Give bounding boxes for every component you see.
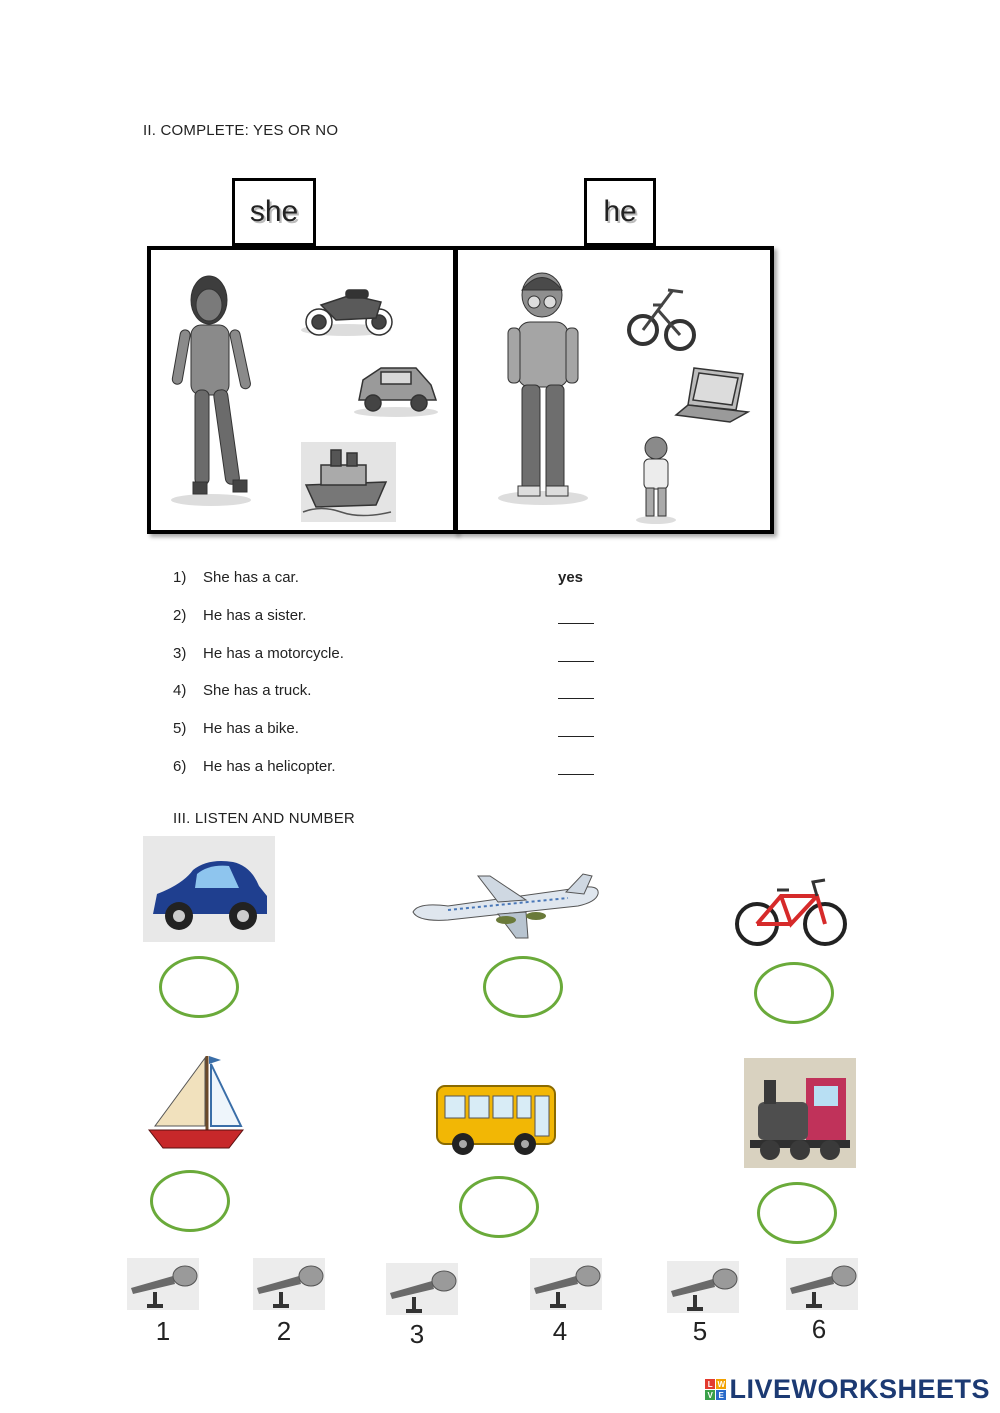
answer-blank-3[interactable]: [558, 661, 594, 662]
bicycle-picture: [733, 874, 849, 950]
bicycle-image: [629, 290, 694, 349]
question-number: 5): [173, 720, 187, 737]
audio-number-4: 4: [552, 1316, 568, 1346]
car-image: [354, 368, 438, 417]
answer-blank-6[interactable]: [558, 774, 594, 775]
audio-number-2: 2: [276, 1316, 292, 1346]
audio-number-5: 5: [692, 1316, 708, 1346]
microphone-icon[interactable]: [386, 1263, 458, 1315]
question-5: [173, 720, 299, 737]
microphone-icon[interactable]: [530, 1258, 602, 1310]
question-number: 2): [173, 607, 187, 624]
question-3: [173, 645, 344, 662]
little-boy-figure: [636, 437, 676, 524]
answer-oval-train[interactable]: [757, 1182, 837, 1244]
answer-oval-bicycle[interactable]: [754, 962, 834, 1024]
audio-number-3: 3: [409, 1319, 425, 1349]
logo-text: LIVEWORKSHEETS: [729, 1374, 990, 1404]
answer-oval-bus[interactable]: [459, 1176, 539, 1238]
section3-title: III. LISTEN AND NUMBER: [173, 810, 355, 827]
question-number: 1): [173, 569, 187, 586]
answer-oval-airplane[interactable]: [483, 956, 563, 1018]
question-number: 4): [173, 682, 187, 699]
label-she: she: [232, 178, 316, 246]
microphone-icon[interactable]: [253, 1258, 325, 1310]
he-illustration: [458, 250, 770, 530]
question-text: She has a truck.: [203, 682, 312, 699]
badge-letter: W: [717, 1379, 726, 1389]
question-2: [173, 607, 306, 624]
badge-letter: E: [716, 1390, 726, 1400]
she-picture-panel: [147, 246, 457, 534]
question-number: 3): [173, 645, 187, 662]
boy-figure: [498, 273, 588, 505]
train-picture: [744, 1058, 856, 1168]
question-text: He has a bike.: [203, 720, 299, 737]
question-1: [173, 569, 299, 586]
question-text: He has a helicopter.: [203, 758, 336, 775]
liveworksheets-badge-icon: [705, 1379, 726, 1400]
answer-blank-2[interactable]: [558, 623, 594, 624]
question-text: She has a car.: [203, 569, 299, 586]
he-picture-panel: [454, 246, 774, 534]
microphone-icon[interactable]: [127, 1258, 199, 1310]
answer-oval-car[interactable]: [159, 956, 239, 1018]
microphone-icon[interactable]: [786, 1258, 858, 1310]
she-illustration: [151, 250, 453, 530]
ship-image: [301, 442, 396, 522]
question-number: 6): [173, 758, 187, 775]
motorcycle-image: [301, 290, 392, 336]
badge-letter: L: [705, 1379, 715, 1389]
bus-picture: [433, 1082, 559, 1158]
answer-1: yes: [558, 569, 584, 586]
audio-number-6: 6: [811, 1314, 827, 1344]
microphone-icon[interactable]: [667, 1261, 739, 1313]
question-text: He has a sister.: [203, 607, 307, 624]
audio-number-1: 1: [155, 1316, 171, 1346]
answer-blank-5[interactable]: [558, 736, 594, 737]
question-4: [173, 682, 311, 699]
sailboat-picture: [143, 1050, 247, 1154]
question-text: He has a motorcycle.: [203, 645, 344, 662]
answer-oval-sailboat[interactable]: [150, 1170, 230, 1232]
airplane-picture: [408, 872, 608, 942]
car-picture: [143, 836, 275, 942]
badge-letter: V: [705, 1390, 715, 1400]
section2-title: II. COMPLETE: YES OR NO: [143, 122, 339, 139]
label-he: he: [584, 178, 656, 246]
laptop-image: [676, 368, 748, 422]
liveworksheets-logo: [705, 1374, 990, 1405]
question-6: [173, 758, 336, 775]
girl-figure: [171, 276, 251, 506]
answer-blank-4[interactable]: [558, 698, 594, 699]
